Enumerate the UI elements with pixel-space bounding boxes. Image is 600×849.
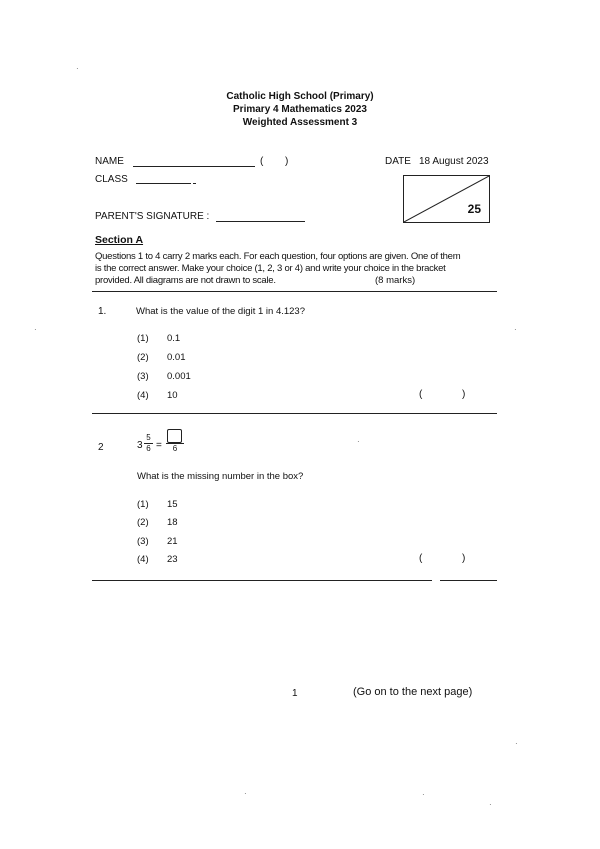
class-line[interactable] [136, 183, 191, 184]
total-marks: 25 [467, 202, 481, 216]
next-page-note: (Go on to the next page) [353, 686, 473, 698]
q1-option-value[interactable]: 10 [167, 390, 178, 401]
date-value: 18 August 2023 [419, 156, 489, 167]
q1-option-number: (4) [137, 390, 149, 401]
q2-whole-number: 3 [137, 440, 143, 451]
parent-signature-label: PARENT'S SIGNATURE : [95, 211, 210, 222]
page-number: 1 [292, 688, 298, 699]
q2-box-denominator: 6 [172, 444, 178, 453]
q1-answer-bracket-open[interactable]: ( [419, 389, 423, 400]
section-marks: (8 marks) [375, 275, 416, 286]
class-line-tail [193, 183, 196, 184]
instructions-line-2: is the correct answer. Make your choice (1, 2, 3 or 4) and write your choice in the bracket [95, 263, 446, 274]
scan-speck: · [514, 325, 517, 334]
q2-option-value[interactable]: 23 [167, 554, 178, 565]
q1-text: What is the value of the digit 1 in 4.123? [136, 306, 305, 317]
score-box [403, 175, 490, 223]
name-line[interactable] [133, 166, 255, 167]
q2-option-number: (3) [137, 536, 149, 547]
assessment-title: Weighted Assessment 3 [242, 117, 358, 128]
q2-option-value[interactable]: 18 [167, 517, 178, 528]
q2-numerator: 5 [144, 433, 153, 444]
instructions-line-1: Questions 1 to 4 carry 2 marks each. For each question, four options are given. One of them [95, 251, 461, 262]
q2-option-value[interactable]: 21 [167, 536, 178, 547]
scan-speck: · [422, 790, 425, 799]
q1-option-value[interactable]: 0.01 [167, 352, 186, 363]
q1-option-value[interactable]: 0.001 [167, 371, 191, 382]
q2-answer-bracket-close[interactable]: ) [462, 553, 466, 564]
q2-equals-sign: = [156, 440, 162, 451]
q1-option-number: (2) [137, 352, 149, 363]
paper-subject: Primary 4 Mathematics 2023 [233, 104, 367, 115]
q2-answer-bracket-open[interactable]: ( [419, 553, 423, 564]
school-name: Catholic High School (Primary) [226, 91, 374, 102]
class-label: CLASS [95, 174, 128, 185]
name-label: NAME [95, 156, 124, 167]
q1-option-number: (1) [137, 333, 149, 344]
scan-speck: · [489, 800, 492, 809]
date-label: DATE [385, 156, 411, 167]
q1-answer-bracket-close[interactable]: ) [462, 389, 466, 400]
q2-option-value[interactable]: 15 [167, 499, 178, 510]
section-a-title: Section A [95, 234, 144, 246]
q2-number: 2 [98, 442, 104, 453]
scan-speck: · [244, 789, 247, 798]
scan-speck: · [357, 437, 360, 446]
q1-option-value[interactable]: 0.1 [167, 333, 181, 344]
index-paren-close: ) [285, 156, 289, 167]
q1-number: 1. [98, 306, 107, 317]
scan-speck: · [76, 64, 79, 73]
question-divider [92, 580, 432, 581]
scan-speck: · [515, 739, 518, 748]
parent-signature-line[interactable] [216, 221, 305, 222]
index-paren-open: ( [260, 156, 264, 167]
q2-option-number: (4) [137, 554, 149, 565]
q2-option-number: (2) [137, 517, 149, 528]
q2-denominator: 6 [146, 444, 151, 453]
q2-answer-box[interactable] [167, 429, 182, 443]
scan-speck: · [34, 325, 37, 334]
q2-option-number: (1) [137, 499, 149, 510]
question-divider [92, 413, 497, 414]
section-divider [92, 291, 497, 292]
instructions-line-3: provided. All diagrams are not drawn to scale. [95, 275, 276, 286]
question-divider-tail [440, 580, 497, 581]
q1-option-number: (3) [137, 371, 149, 382]
q2-text: What is the missing number in the box? [137, 471, 304, 482]
